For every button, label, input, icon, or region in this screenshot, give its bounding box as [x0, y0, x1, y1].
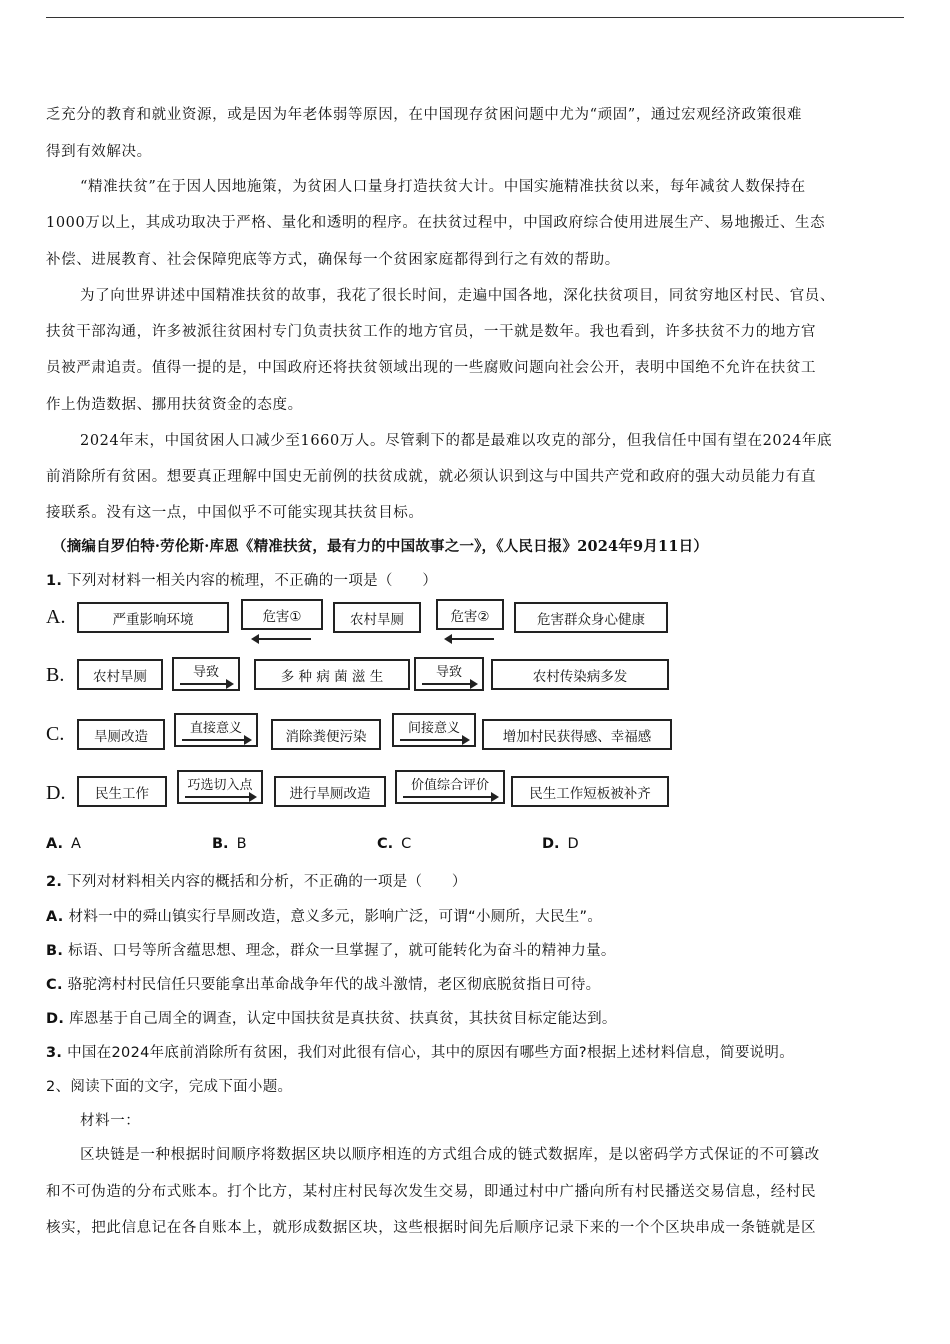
option-c[interactable] [46, 973, 600, 994]
option-d[interactable] [542, 836, 579, 852]
question-text: 下列对材料一相关内容的梳理，不正确的一项是（ ） [67, 573, 438, 589]
option-key: B. [46, 943, 64, 959]
option-text: 骆驼湾村村民信任只要能拿出革命战争年代的战斗激情，老区彻底脱贫指日可待。 [67, 977, 601, 993]
flow-box: 消除粪便污染 [271, 719, 381, 750]
flow-box: 严重影响环境 [77, 602, 229, 633]
text-line: 补偿、进展教育、社会保障兜底等方式，确保每一个贫困家庭都得到行之有效的帮助。 [46, 252, 620, 268]
text-line: 核实，把此信息记在各自账本上，就形成数据区块，这些根据时间先后顺序记录下来的一个个区块串成一条链就是区 [46, 1220, 817, 1236]
arrow-label: 导致 [192, 665, 219, 680]
option-key: D. [542, 836, 560, 852]
flow-box: 增加村民获得感、幸福感 [482, 719, 672, 750]
flow-arrow-box [174, 713, 258, 747]
flow-box: 危害群众身心健康 [514, 602, 668, 633]
text-line: 为了向世界讲述中国精准扶贫的故事，我花了很长时间，走遍中国各地，深化扶贫项目，同贫穷地区村民、官员、 [80, 288, 835, 304]
arrow-label: 价值综合评价 [410, 778, 489, 793]
arrow-label: 间接意义 [407, 721, 460, 736]
question-3 [46, 1041, 794, 1062]
arrow-right-icon [422, 683, 476, 685]
flow-box: 农村传染病多发 [491, 659, 669, 690]
arrow-right-icon [400, 739, 468, 741]
arrow-right-icon [180, 683, 232, 685]
option-key: C. [46, 977, 63, 993]
flow-diagram [44, 596, 684, 820]
question-text: 中国在2024年底前消除所有贫困，我们对此很有信心，其中的原因有哪些方面?根据上述材料信息，简要说明。 [67, 1045, 795, 1061]
flow-box: 进行旱厕改造 [274, 776, 386, 807]
arrow-left-icon [253, 638, 311, 640]
flow-box: 民生工作短板被补齐 [511, 776, 669, 807]
option-key: A. [46, 909, 64, 925]
arrow-label: 导致 [435, 665, 462, 680]
option-value: B [236, 836, 247, 852]
flow-box: 旱厕改造 [77, 719, 165, 750]
option-b[interactable] [212, 836, 247, 852]
flow-box: 农村旱厕 [77, 659, 163, 690]
text-line: 和不可伪造的分布式账本。打个比方，某村庄村民每次发生交易，即通过村中广播向所有村民播送交易信息，经村民 [46, 1184, 817, 1200]
question-text: 下列对材料相关内容的概括和分析，不正确的一项是（ ） [67, 874, 467, 890]
option-key: B. [212, 836, 229, 852]
text-line: 区块链是一种根据时间顺序将数据区块以顺序相连的方式组合成的链式数据库，是以密码学方式保证的不可篡改 [80, 1147, 820, 1163]
option-key: D. [46, 1011, 65, 1027]
option-d[interactable] [46, 1007, 617, 1028]
source-citation: （摘编自罗伯特·劳伦斯·库恩《精准扶贫，最有力的中国故事之一》，《人民日报》2024年9月11日） [52, 538, 709, 555]
flow-box: 民生工作 [77, 776, 167, 807]
option-c[interactable] [377, 836, 411, 852]
row-label: A. [46, 606, 66, 628]
row-label: D. [46, 782, 66, 804]
text-line: 接联系。没有这一点，中国似乎不可能实现其扶贫目标。 [46, 505, 424, 521]
flow-arrow-box [395, 770, 505, 804]
flow-arrow-box [172, 657, 240, 691]
option-value: D [567, 836, 579, 852]
text-line: 乏充分的教育和就业资源，或是因为年老体弱等原因，在中国现存贫困问题中尤为“顽固”，通过宏观经济政策很难 [46, 107, 802, 123]
text-line: 员被严肃追责。值得一提的是，中国政府还将扶贫领域出现的一些腐败问题向社会公开，表明中国绝不允许在扶贫工 [46, 360, 817, 376]
option-b[interactable] [46, 939, 616, 960]
arrow-label: 直接意义 [189, 721, 242, 736]
question-number: 3. [46, 1045, 63, 1061]
option-value: A [71, 836, 81, 852]
option-a[interactable] [46, 836, 81, 852]
option-text: 库恩基于自己周全的调查，认定中国扶贫是真扶贫、扶真贫，其扶贫目标定能达到。 [69, 1011, 617, 1027]
option-text: 标语、口号等所含蕴思想、理念，群众一旦掌握了，就可能转化为奋斗的精神力量。 [68, 943, 616, 959]
flow-arrow-box [414, 657, 484, 691]
text-line: 2024年末，中国贫困人口减少至1660万人。尽管剩下的都是最难以攻克的部分，但我信任中国有望在2024年底 [80, 433, 833, 449]
text-line: 得到有效解决。 [46, 144, 152, 160]
text-line: 扶贫干部沟通，许多被派往贫困村专门负责扶贫工作的地方官员，一干就是数年。我也看到，许多扶贫不力的地方官 [46, 324, 817, 340]
arrow-right-icon [403, 796, 497, 798]
text-line: 前消除所有贫困。想要真正理解中国史无前例的扶贫成就，就必须认识到这与中国共产党和政府的强大动员能力有直 [46, 469, 817, 485]
row-label: C. [46, 723, 65, 745]
question-1 [46, 569, 437, 590]
option-key: A. [46, 836, 63, 852]
text-line: 1000万以上，其成功取决于严格、量化和透明的程序。在扶贫过程中，中国政府综合使用进展生产、易地搬迁、生态 [46, 215, 826, 231]
flow-box: 多 种 病 菌 滋 生 [254, 659, 410, 690]
row-label: B. [46, 664, 65, 686]
flow-arrow-box [177, 770, 263, 804]
question-2 [46, 870, 467, 891]
flow-box: 危害① [241, 599, 323, 630]
flow-arrow-box [392, 713, 476, 747]
arrow-right-icon [182, 739, 250, 741]
option-text: 材料一中的舜山镇实行旱厕改造，意义多元，影响广泛，可谓“小厕所，大民生”。 [68, 909, 603, 925]
arrow-label: 巧选切入点 [187, 778, 253, 793]
option-key: C. [377, 836, 394, 852]
flow-box: 危害② [436, 599, 504, 630]
question-number: 2. [46, 874, 63, 890]
text-line: 作上伪造数据、挪用扶贫资金的态度。 [46, 397, 303, 413]
top-rule [46, 17, 904, 18]
section-heading: 2、阅读下面的文字，完成下面小题。 [46, 1079, 293, 1095]
text-line: “精准扶贫”在于因人因地施策，为贫困人口量身打造扶贫大计。中国实施精准扶贫以来，每年减贫人数保持在 [80, 179, 806, 195]
arrow-right-icon [185, 796, 255, 798]
q1-options [46, 836, 696, 856]
question-number: 1. [46, 573, 63, 589]
material-label: 材料一： [80, 1113, 141, 1129]
arrow-left-icon [446, 638, 494, 640]
option-a[interactable] [46, 905, 602, 926]
flow-box: 农村旱厕 [333, 602, 421, 633]
option-value: C [401, 836, 412, 852]
